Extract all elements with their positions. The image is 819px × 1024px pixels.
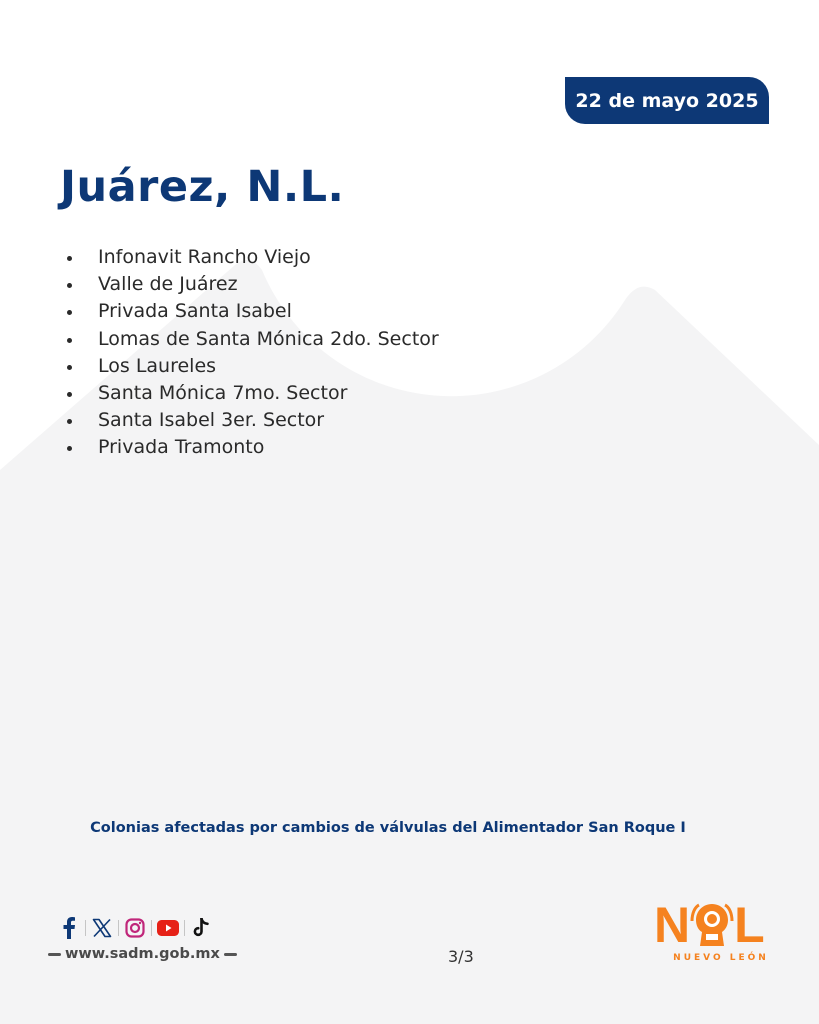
list-item: Lomas de Santa Mónica 2do. Sector [64,326,439,353]
list-item: Valle de Juárez [64,271,439,298]
date-text: 22 de mayo 2025 [575,89,759,112]
page-title: Juárez, N.L. [60,162,345,212]
website-link[interactable]: www.sadm.gob.mx [65,946,220,962]
website [44,946,241,962]
social-links [58,916,212,940]
lion-icon [690,901,734,949]
divider [118,920,119,936]
divider [224,953,237,956]
list-item: Santa Isabel 3er. Sector [64,407,439,434]
x-icon[interactable] [91,916,113,940]
logo-letter: L [734,897,765,953]
logo-caption: NUEVO LEÓN [673,953,769,963]
colonias-list [64,244,439,462]
list-item: Privada Santa Isabel [64,298,439,325]
divider [85,920,86,936]
divider [184,920,185,936]
list-item: Privada Tramonto [64,434,439,461]
divider [48,953,61,956]
divider [151,920,152,936]
instagram-icon[interactable] [124,916,146,940]
list-item: Santa Mónica 7mo. Sector [64,380,439,407]
page-number: 3/3 [448,947,474,966]
logo-letter: N [654,897,691,953]
youtube-icon[interactable] [157,916,179,940]
caption: Colonias afectadas por cambios de válvulas del Alimentador San Roque I [90,820,686,836]
nuevo-leon-logo [654,897,782,963]
date-badge [565,77,769,124]
list-item: Infonavit Rancho Viejo [64,244,439,271]
tiktok-icon[interactable] [190,916,212,940]
facebook-icon[interactable] [58,916,80,940]
list-item: Los Laureles [64,353,439,380]
